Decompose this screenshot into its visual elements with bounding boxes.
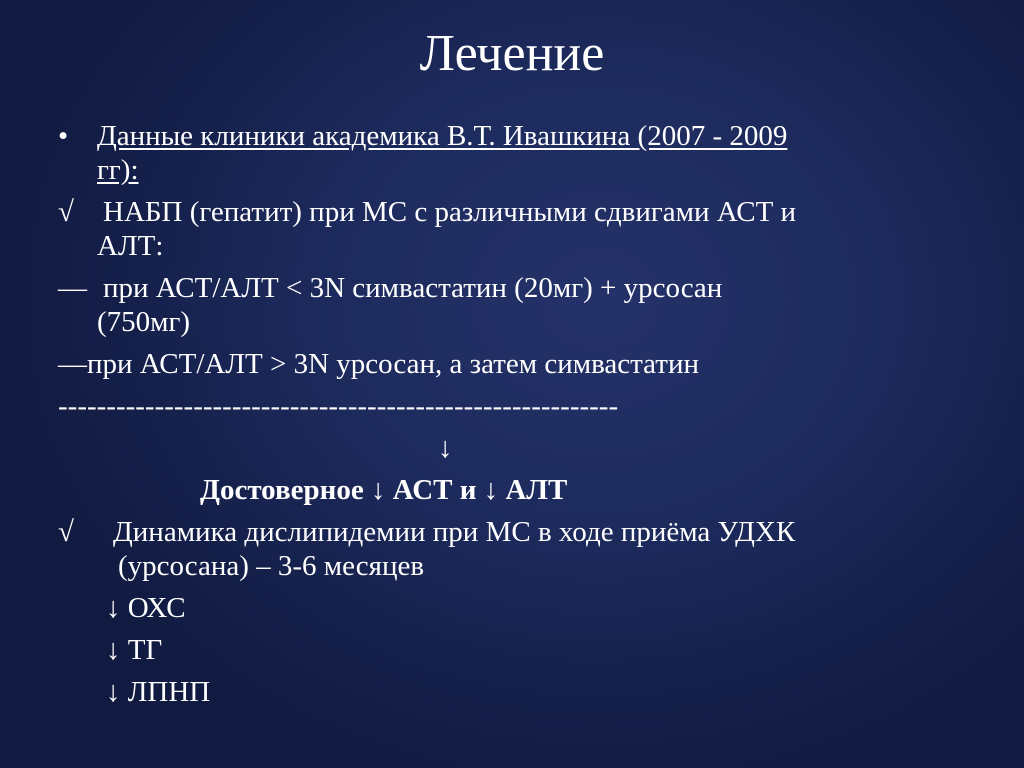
item1-line-2: АЛТ: bbox=[97, 230, 164, 262]
item1-line-1: НАБП (гепатит) при МС с различными сдвигами АСТ и bbox=[103, 196, 797, 228]
check-marker-2: √ bbox=[58, 516, 74, 548]
dash1-line-1: при АСТ/АЛТ < 3N симвастатин (20мг) + урсосан bbox=[103, 272, 723, 304]
effect-item-ohs: ↓ ОХС bbox=[106, 592, 186, 624]
down-arrow-icon: ↓ bbox=[438, 432, 453, 464]
slide-title: Лечение bbox=[419, 25, 605, 82]
effect-item-tg: ↓ ТГ bbox=[106, 634, 163, 666]
check-marker-1: √ bbox=[58, 196, 74, 228]
separator-line: ---------------------------------------------------------- bbox=[58, 390, 619, 422]
source-line-2: гг): bbox=[97, 154, 139, 186]
dash1-line-2: (750мг) bbox=[97, 306, 191, 338]
item2-line-2: (урсосана) – 3-6 месяцев bbox=[118, 550, 425, 582]
effect-item-lpnp: ↓ ЛПНП bbox=[106, 676, 211, 708]
dash-marker-1: — bbox=[58, 272, 87, 304]
item2-line-1: Динамика дислипидемии при МС в ходе приёма УДХК bbox=[113, 516, 796, 548]
source-line-1: Данные клиники академика В.Т. Ивашкина (2007 - 2009 bbox=[97, 120, 788, 152]
bullet-marker: • bbox=[58, 120, 69, 152]
dash2-text: —при АСТ/АЛТ > 3N урсосан, а затем симвастатин bbox=[58, 348, 699, 380]
result-text: Достоверное ↓ АСТ и ↓ АЛТ bbox=[200, 474, 568, 506]
